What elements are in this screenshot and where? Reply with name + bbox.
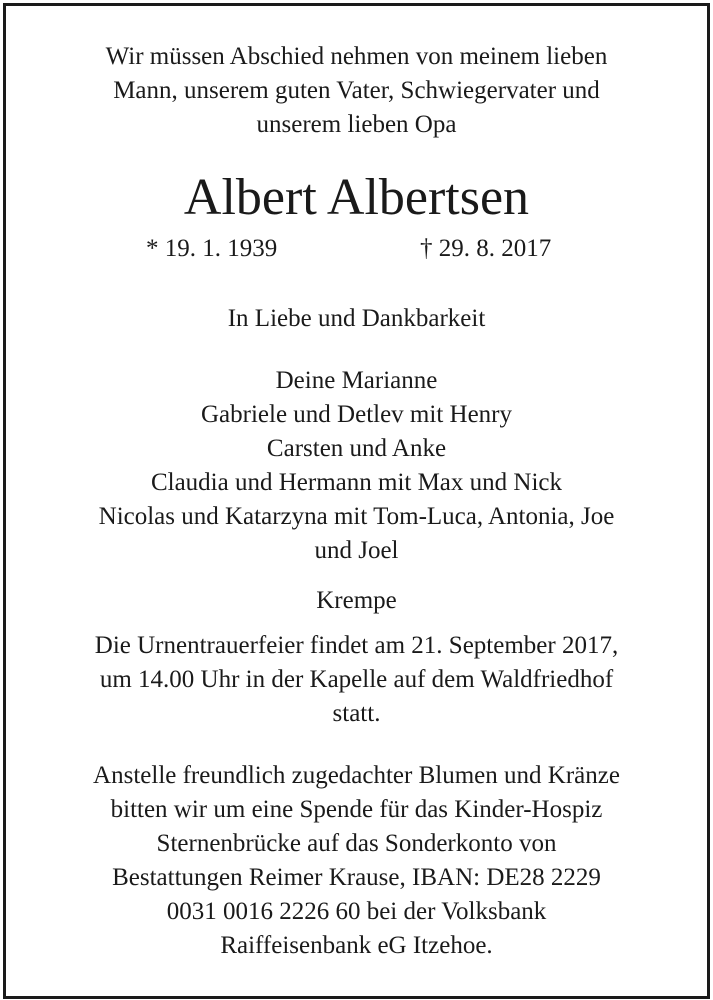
donation-info (0, 759, 713, 963)
birth-date: * 19. 1. 1939 (146, 235, 278, 262)
family-line: Carsten und Anke (266, 435, 447, 462)
donation-line: 0031 0016 2226 60 bei der Volksbank (166, 898, 547, 925)
donation-line: Bestattungen Reimer Krause, IBAN: DE28 2229 (112, 864, 601, 891)
ceremony-info (0, 629, 713, 731)
family-line: und Joel (314, 537, 399, 564)
family-line: Claudia und Hermann mit Max und Nick (150, 469, 563, 496)
family-list (0, 364, 713, 568)
ceremony-line: Die Urnentrauerfeier findet am 21. September 2017, (94, 632, 619, 659)
place-line (0, 584, 713, 618)
death-date: † 29. 8. 2017 (420, 235, 552, 262)
deceased-name: Albert Albertsen (183, 169, 530, 226)
intro-line: Wir müssen Abschied nehmen von meinem lieben (105, 43, 608, 70)
donation-line: Anstelle freundlich zugedachter Blumen und Kränze (93, 762, 620, 789)
thanks-line (0, 302, 713, 336)
place-text: Krempe (316, 587, 397, 614)
donation-line: bitten wir um eine Spende für das Kinder-Hospiz (110, 796, 603, 823)
ceremony-line: um 14.00 Uhr in der Kapelle auf dem Waldfriedhof (99, 666, 614, 693)
thanks-text: In Liebe und Dankbarkeit (227, 305, 486, 332)
intro-line: unserem lieben Opa (256, 111, 457, 138)
family-line: Nicolas und Katarzyna mit Tom-Luca, Antonia, Joe (98, 503, 615, 530)
donation-line: Sternenbrücke auf das Sonderkonto von (156, 830, 557, 857)
donation-line: Raiffeisenbank eG Itzehoe. (220, 932, 493, 959)
intro-line: Mann, unserem guten Vater, Schwiegervater und (113, 77, 600, 104)
ceremony-line: statt. (332, 700, 381, 727)
family-line: Gabriele und Detlev mit Henry (200, 401, 512, 428)
intro-text (0, 40, 713, 142)
family-line: Deine Marianne (275, 367, 438, 394)
